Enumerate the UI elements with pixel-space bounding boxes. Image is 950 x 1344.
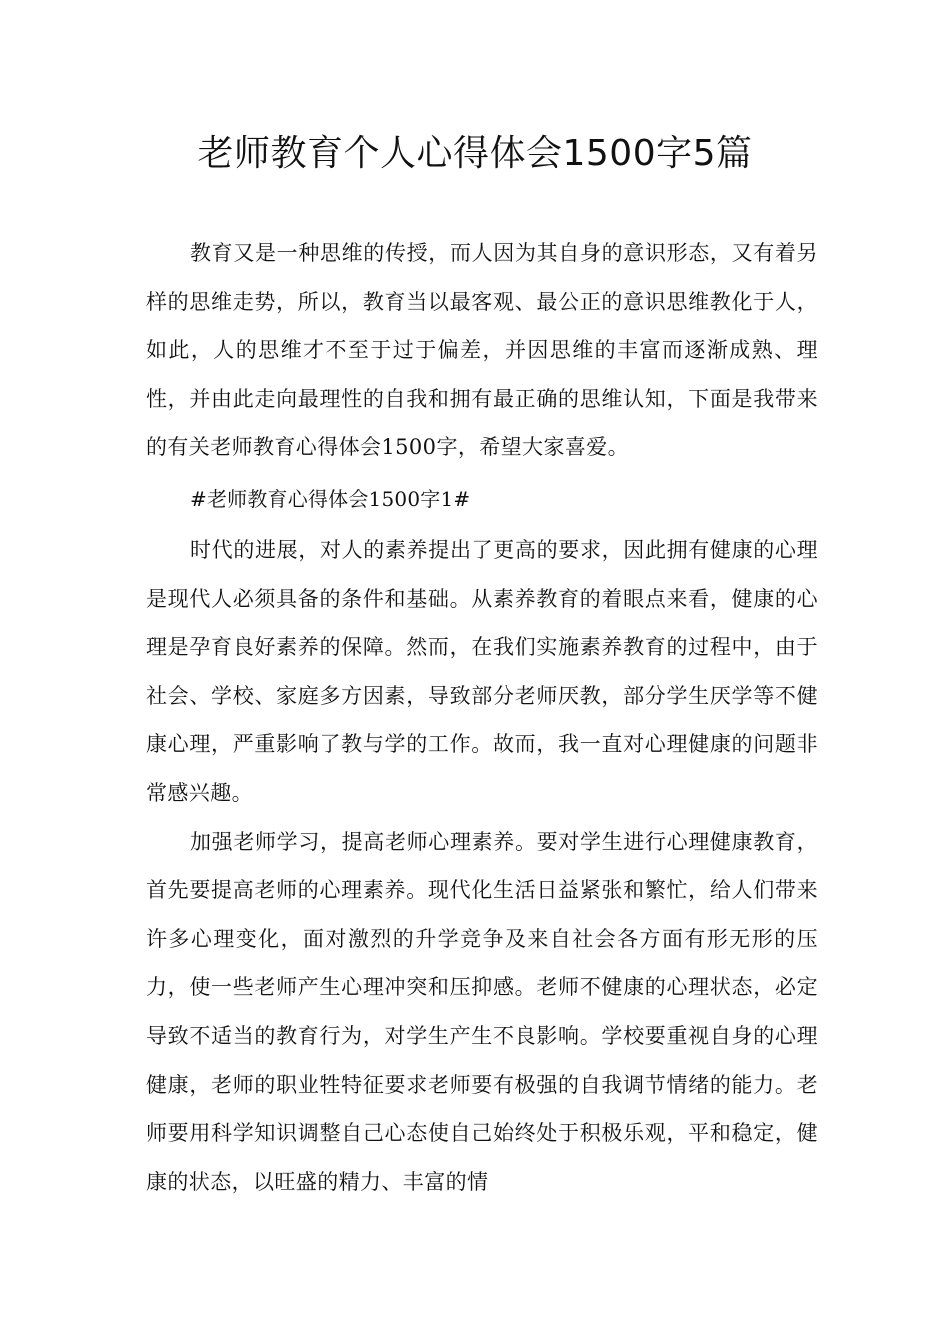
- intro-paragraph: 教育又是一种思维的传授，而人因为其自身的意识形态，又有着另样的思维走势，所以，教育当以最客观、最公正的意识思维教化于人，如此，人的思维才不至于过于偏差，并因思维的丰富而逐渐成熟、理性，并由此走向最理性的自我和拥有最正确的思维认知，下面是我带来的有关老师教育心得体会1500字，希望大家喜爱。: [146, 241, 818, 460]
- section-heading: #老师教育心得体会1500字1#: [190, 486, 471, 511]
- document-body: [146, 229, 818, 1206]
- body-paragraph-1: 时代的进展，对人的素养提出了更高的要求，因此拥有健康的心理是现代人必须具备的条件和基础。从素养教育的着眼点来看，健康的心理是孕育良好素养的保障。然而，在我们实施素养教育的过程中，由于社会、学校、家庭多方因素，导致部分老师厌教，部分学生厌学等不健康心理，严重影响了教与学的工作。故而，我一直对心理健康的问题非常感兴趣。: [146, 537, 818, 805]
- document-title: 老师教育个人心得体会1500字5篇: [197, 133, 753, 174]
- body-paragraph-2: 加强老师学习，提高老师心理素养。要对学生进行心理健康教育，首先要提高老师的心理素养。现代化生活日益紧张和繁忙，给人们带来许多心理变化，面对激烈的升学竞争及来自社会各方面有形无形的压力，使一些老师产生心理冲突和压抑感。老师不健康的心理状态，必定导致不适当的教育行为，对学生产生不良影响。学校要重视自身的心理健康，老师的职业牲特征要求老师要有极强的自我调节情绪的能力。老师要用科学知识调整自己心态使自己始终处于积极乐观，平和稳定，健康的状态，以旺盛的精力、丰富的情: [146, 829, 818, 1194]
